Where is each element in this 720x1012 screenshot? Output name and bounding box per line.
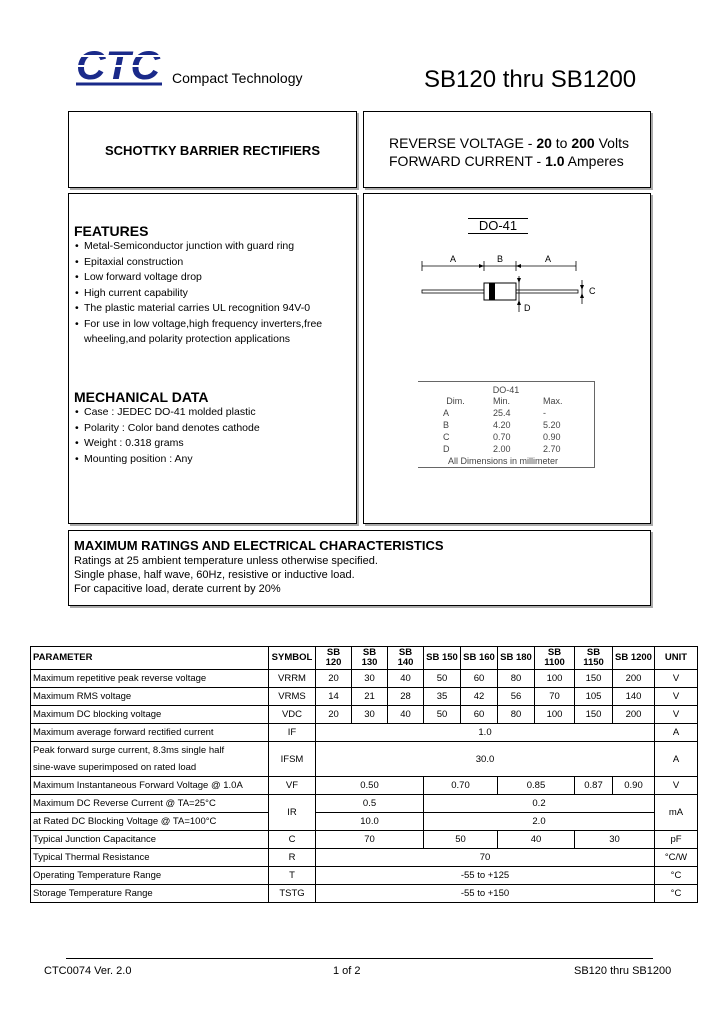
header-unit: UNIT [655, 647, 698, 670]
table-row: Maximum average forward rectified current IF 1.0 A [31, 724, 698, 742]
dim-label-b: B [496, 254, 504, 264]
mechanical-item: • Case : JEDEC DO-41 molded plastic [75, 405, 345, 421]
mechanical-list [75, 405, 345, 467]
dim-label-a: A [544, 254, 552, 264]
logo-text: CTC [76, 44, 162, 88]
header-model: SB 120 [316, 647, 352, 670]
header-model: SB 140 [388, 647, 424, 670]
feature-item: • Low forward voltage drop [75, 270, 345, 286]
ratings-note: Single phase, half wave, 60Hz, resistive or inductive load. [74, 569, 355, 581]
diode-outline-drawing [364, 194, 650, 374]
features-list [75, 239, 345, 348]
ratings-heading: MAXIMUM RATINGS AND ELECTRICAL CHARACTERISTICS [74, 538, 444, 553]
features-box [68, 193, 357, 524]
ratings-box [68, 530, 651, 606]
footer-divider [66, 958, 653, 959]
mechanical-item: • Polarity : Color band denotes cathode [75, 421, 345, 437]
ratings-note: Ratings at 25 ambient temperature unless otherwise specified. [74, 555, 378, 567]
reverse-voltage-line: REVERSE VOLTAGE - 20 to 200 Volts [389, 135, 629, 151]
table-row: at Rated DC Blocking Voltage @ TA=100°C 10.0 2.0 [31, 813, 698, 831]
feature-item: • The plastic material carries UL recognition 94V-0 [75, 301, 345, 317]
header-model: SB 1100 [535, 647, 575, 670]
spec-table [30, 646, 698, 903]
table-header-row [31, 647, 698, 670]
ratings-note: For capacitive load, derate current by 20% [74, 583, 281, 595]
product-type-box [68, 111, 357, 188]
feature-item: • For use in low voltage,high frequency inverters,free wheeling,and polarity protection applications [75, 317, 345, 348]
company-name: Compact Technology [172, 70, 303, 86]
feature-item: • High current capability [75, 286, 345, 302]
dim-label-d: D [524, 303, 531, 313]
dimensions-row: A 25.4 - [443, 408, 546, 418]
ctc-logo [76, 42, 162, 88]
package-name: DO-41 [468, 218, 528, 234]
dimensions-header: Dim. Min. Max. [446, 396, 563, 406]
table-row: Typical Junction Capacitance C 70 50 40 30 pF [31, 831, 698, 849]
ratings-summary-box [363, 111, 651, 188]
param-two-line: Peak forward surge current, 8.3ms single half sine-wave superimposed on rated load [31, 742, 269, 777]
dimensions-table [418, 381, 595, 468]
document-title: SB120 thru SB1200 [424, 66, 637, 93]
forward-current-line: FORWARD CURRENT - 1.0 Amperes [389, 153, 624, 169]
feature-item: • Epitaxial construction [75, 255, 345, 271]
table-row: Peak forward surge current, 8.3ms single half sine-wave superimposed on rated load IFSM 30.0 A [31, 742, 698, 777]
dim-label-c: C [589, 286, 596, 296]
footer-part-range: SB120 thru SB1200 [574, 965, 672, 977]
footer-page-number: 1 of 2 [333, 965, 361, 977]
table-row: Operating Temperature Range T -55 to +125 °C [31, 867, 698, 885]
header-model: SB 180 [498, 647, 535, 670]
product-type: SCHOTTKY BARRIER RECTIFIERS [105, 143, 320, 158]
table-row: Maximum RMS voltage VRMS 14 21 28 35 42 56 70 105 140 V [31, 688, 698, 706]
mechanical-heading: MECHANICAL DATA [74, 389, 209, 405]
package-drawing-box [363, 193, 651, 524]
header-model: SB 150 [424, 647, 461, 670]
header-model: SB 160 [461, 647, 498, 670]
mechanical-item: • Mounting position : Any [75, 452, 345, 468]
dim-label-a: A [449, 254, 457, 264]
dimensions-row: B 4.20 5.20 [443, 420, 561, 430]
table-row: Storage Temperature Range TSTG -55 to +150 °C [31, 885, 698, 903]
dimensions-note: All Dimensions in millimeter [448, 456, 559, 466]
dimensions-row: D 2.00 2.70 [443, 444, 561, 454]
table-row: Maximum Instantaneous Forward Voltage @ 1.0A VF 0.50 0.70 0.85 0.87 0.90 V [31, 777, 698, 795]
ratings-summary [389, 134, 629, 170]
header-model: SB 130 [352, 647, 388, 670]
mechanical-item: • Weight : 0.318 grams [75, 436, 345, 452]
header-model: SB 1200 [613, 647, 655, 670]
header-parameter: PARAMETER [31, 647, 269, 670]
dimensions-row: C 0.70 0.90 [443, 432, 561, 442]
ratings-notes [74, 554, 378, 596]
features-heading: FEATURES [74, 223, 149, 239]
header-model: SB 1150 [575, 647, 613, 670]
table-row: Maximum DC blocking voltage VDC 20 30 40 50 60 80 100 150 200 V [31, 706, 698, 724]
dimensions-caption: DO-41 [492, 385, 520, 395]
table-row: Maximum DC Reverse Current @ TA=25°C IR 0.5 0.2 mA [31, 795, 698, 813]
table-row: Typical Thermal Resistance R 70 °C/W [31, 849, 698, 867]
table-row: Maximum repetitive peak reverse voltage VRRM 20 30 40 50 60 80 100 150 200 V [31, 670, 698, 688]
footer-doc-id: CTC0074 Ver. 2.0 [44, 965, 132, 977]
header-symbol: SYMBOL [269, 647, 316, 670]
feature-item: • Metal-Semiconductor junction with guard ring [75, 239, 345, 255]
